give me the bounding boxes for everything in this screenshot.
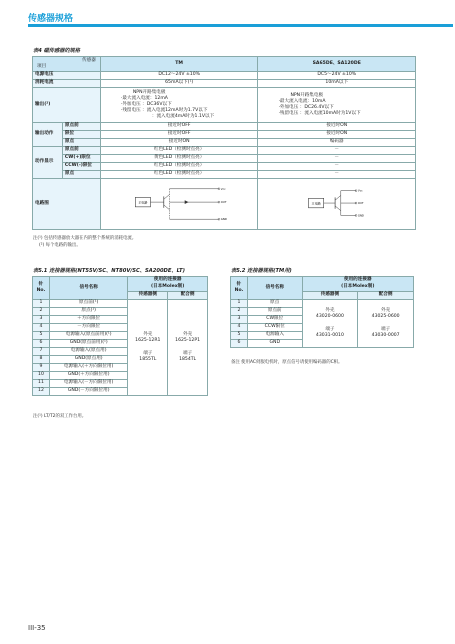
output-tm bbox=[100, 88, 258, 123]
t51-pin: 5 bbox=[33, 332, 50, 340]
section-title: 传感器规格 bbox=[28, 14, 74, 24]
t52-signal: CCW限位 bbox=[247, 324, 302, 332]
header-rule bbox=[28, 24, 453, 27]
display-name: CCW(-)限位 bbox=[62, 163, 100, 171]
t52-signal-head: 信号名称 bbox=[247, 277, 302, 300]
t52-mating-line: 43030-0007 bbox=[371, 332, 400, 338]
supply-tm: DC12～24V ±10% bbox=[100, 72, 258, 80]
table51-caption: 表5.1 连接器规格(NT55V/SC、NT80V/SC、SA200DE、LT) bbox=[33, 268, 185, 274]
sensor-spec-table bbox=[32, 56, 416, 230]
t51-mating-line: 1854TL bbox=[179, 356, 197, 362]
action-sa: 接近时ON bbox=[258, 123, 416, 131]
t51-pin: 11 bbox=[33, 380, 50, 388]
t52-mating-line: 端子 bbox=[381, 326, 391, 332]
display-tm: 红色LED（检测时点亮） bbox=[100, 147, 258, 155]
table4-caption: 表4 磁传感器的规格 bbox=[33, 48, 80, 54]
connector-table-51 bbox=[32, 276, 208, 396]
t52-sensor-line: 43020-0600 bbox=[315, 314, 344, 320]
t52-signal: GND bbox=[247, 340, 302, 348]
output-sa-line: NPN开路集电极 bbox=[290, 93, 324, 98]
t52-mating-side bbox=[358, 300, 414, 348]
t51-signal-head: 信号名称 bbox=[49, 277, 127, 300]
t51-sensor-line: 外壳 bbox=[143, 331, 153, 337]
t52-sensor-line: 端子 bbox=[325, 326, 335, 332]
output-tm-line: ·最大流入电流：12mA bbox=[120, 96, 168, 101]
t51-signal: 原点(¹) bbox=[49, 308, 127, 316]
output-sa bbox=[258, 88, 416, 123]
t51-sensor-side-head: 传感器侧 bbox=[128, 291, 168, 299]
action-tm: 接近时OFF bbox=[100, 131, 258, 139]
t52-signal: 原点 bbox=[247, 300, 302, 308]
t52-pin-head: 针 No. bbox=[231, 277, 248, 300]
circuit-tm bbox=[100, 179, 258, 230]
display-sa: － bbox=[258, 163, 416, 171]
sa-circuit-diagram bbox=[288, 185, 386, 223]
action-tm: 接近时ON bbox=[100, 139, 258, 147]
t51-mating-side bbox=[168, 300, 208, 396]
page-number: III-35 bbox=[28, 624, 46, 632]
current-tm: 65mA以下(¹) bbox=[100, 80, 258, 88]
display-tm: 红色LED（检测时点亮） bbox=[100, 163, 258, 171]
t51-signal: 电源输入(－方向限位用) bbox=[49, 380, 127, 388]
display-name: 原点 bbox=[62, 171, 100, 179]
table51-notes bbox=[33, 413, 86, 420]
table4-notes bbox=[33, 235, 136, 249]
t51-pin-head: 针 No. bbox=[33, 277, 50, 300]
output-tm-line: ·外加电压 ：DC36V以下 bbox=[120, 102, 172, 107]
row-label-display: 动作显示 bbox=[33, 147, 63, 179]
action-tm: 接近时OFF bbox=[100, 123, 258, 131]
action-name: 原点前 bbox=[62, 123, 100, 131]
t51-pin: 7 bbox=[33, 348, 50, 356]
table52-notes bbox=[231, 359, 342, 366]
corner-bottom: 项目 bbox=[37, 63, 47, 69]
t51-signal: GND(原点前用)(¹) bbox=[49, 340, 127, 348]
t51-pin: 2 bbox=[33, 308, 50, 316]
display-tm: 红色LED（检测时点亮） bbox=[100, 171, 258, 179]
t52-sensor-side-head: 传感器侧 bbox=[302, 291, 358, 299]
tm-vcc-label: Vcc bbox=[220, 187, 226, 191]
tm-gnd-label: GND bbox=[220, 218, 228, 222]
t52-pin: 6 bbox=[231, 340, 248, 348]
t52-pin: 1 bbox=[231, 300, 248, 308]
t51-connector-head: 使用的连接器 (日本Molex制) bbox=[128, 277, 208, 292]
row-label-output: 输出(²) bbox=[33, 88, 101, 123]
supply-sa: DC5～24V ±10% bbox=[258, 72, 416, 80]
display-name: CW(+)限位 bbox=[62, 155, 100, 163]
note-line: 注(¹) LT/T2的双工作台用。 bbox=[33, 414, 87, 419]
sa-vcc-label: Vcc bbox=[357, 189, 363, 193]
t51-mating-line: 1625-12P1 bbox=[175, 338, 201, 344]
tm-main-label: 主电路 bbox=[138, 200, 148, 205]
action-name: 限位 bbox=[62, 131, 100, 139]
t51-pin: 6 bbox=[33, 340, 50, 348]
t52-sensor-side bbox=[302, 300, 358, 348]
t51-sensor-line: 1625-12R1 bbox=[135, 338, 161, 344]
display-sa: － bbox=[258, 171, 416, 179]
t51-mating-line: 外壳 bbox=[182, 331, 193, 337]
display-sa: － bbox=[258, 155, 416, 163]
t51-signal: 电源输入(原点前用)(¹) bbox=[49, 332, 127, 340]
t51-mating-side-head: 配合侧 bbox=[168, 291, 208, 299]
action-sa: 编码器 bbox=[258, 139, 416, 147]
row-label-current: 消耗电流 bbox=[33, 80, 101, 88]
t51-sensor-line: 1855TL bbox=[139, 356, 157, 362]
t51-signal: GND(－方向限位用) bbox=[49, 388, 127, 396]
current-sa: 10mA以下 bbox=[258, 80, 416, 88]
tm-out-label: OUT bbox=[220, 201, 227, 205]
t51-signal: GND(＋方向限位用) bbox=[49, 372, 127, 380]
note-line: (²) 每个电路的输出。 bbox=[39, 243, 81, 248]
connector-table-52 bbox=[230, 276, 414, 348]
output-tm-line: NPN开路集电极 bbox=[132, 90, 166, 95]
sa-out-label: OUT bbox=[357, 202, 364, 205]
page-header bbox=[0, 0, 455, 40]
t51-signal: 电源输入(＋方向限位用) bbox=[49, 364, 127, 372]
t52-mating-line: 43025-0600 bbox=[371, 314, 400, 320]
t51-pin: 3 bbox=[33, 316, 50, 324]
display-sa: － bbox=[258, 147, 416, 155]
display-name: 原点前 bbox=[62, 147, 100, 155]
t52-signal: 电源输入 bbox=[247, 332, 302, 340]
note-line: 备注 使用AC伺服电机时，原点信号请使用编码器的C相。 bbox=[231, 360, 343, 365]
t51-mating-line: 端子 bbox=[182, 350, 193, 356]
t51-sensor-side bbox=[128, 300, 168, 396]
t51-pin: 10 bbox=[33, 372, 50, 380]
t52-sensor-line: 43031-0010 bbox=[315, 332, 344, 338]
t52-pin: 5 bbox=[231, 332, 248, 340]
display-tm: 黄色LED（检测时点亮） bbox=[100, 155, 258, 163]
t52-mating-side-head: 配合侧 bbox=[358, 291, 414, 299]
col-tm: TM bbox=[100, 57, 258, 72]
sa-gnd-label: GND bbox=[357, 214, 364, 218]
circuit-sa bbox=[258, 179, 416, 230]
t52-mating-line: 外壳 bbox=[381, 307, 391, 313]
output-tm-line: ·残留电压 ：流入电流12mA时为1.7V以下 bbox=[120, 108, 208, 113]
t52-pin: 2 bbox=[231, 308, 248, 316]
t51-sensor-line: 端子 bbox=[143, 350, 153, 356]
sa-main-label: 主电路 bbox=[311, 201, 321, 206]
t51-pin: 4 bbox=[33, 324, 50, 332]
t51-pin: 8 bbox=[33, 356, 50, 364]
t51-signal: ＋方向限位 bbox=[49, 316, 127, 324]
row-label-circuit: 电路图 bbox=[33, 179, 101, 230]
output-tm-line: ：流入电流4mA时为1.1V以下 bbox=[151, 114, 215, 119]
t51-pin: 9 bbox=[33, 364, 50, 372]
note-line: 注(¹) 包括传感器放大器在内的整个系统的消耗电流。 bbox=[33, 236, 137, 241]
t51-signal: 原点前(¹) bbox=[49, 300, 127, 308]
t52-signal: 原点前 bbox=[247, 308, 302, 316]
tm-circuit-diagram bbox=[130, 185, 228, 223]
table52-caption: 表5.2 连接器规格(TM用) bbox=[231, 268, 292, 274]
action-name: 原点 bbox=[62, 139, 100, 147]
t52-sensor-line: 外壳 bbox=[325, 307, 335, 313]
t51-signal: 电源输入(原点用) bbox=[49, 348, 127, 356]
t51-signal: GND(原点用) bbox=[49, 356, 127, 364]
col-sa: SA65DE、SA120DE bbox=[258, 57, 416, 72]
corner-cell bbox=[33, 57, 101, 72]
t51-pin: 1 bbox=[33, 300, 50, 308]
t52-pin: 3 bbox=[231, 316, 248, 324]
row-label-action: 输出动作 bbox=[33, 123, 63, 147]
row-label-supply: 电源电压 bbox=[33, 72, 101, 80]
output-sa-line: ·残留电压 ：流入电流10mA时为1V以下 bbox=[278, 111, 361, 116]
output-sa-line: ·外加电压 ：DC26.4V以下 bbox=[278, 105, 334, 110]
t51-pin: 12 bbox=[33, 388, 50, 396]
t52-connector-head: 使用的连接器 (日本Molex制) bbox=[302, 277, 413, 292]
t52-pin: 4 bbox=[231, 324, 248, 332]
action-sa: 接近时ON bbox=[258, 131, 416, 139]
output-sa-line: ·最大流入电流：10mA bbox=[278, 99, 326, 104]
t51-signal: －方向限位 bbox=[49, 324, 127, 332]
corner-top: 传感器 bbox=[82, 58, 96, 63]
t52-signal: CW限位 bbox=[247, 316, 302, 324]
